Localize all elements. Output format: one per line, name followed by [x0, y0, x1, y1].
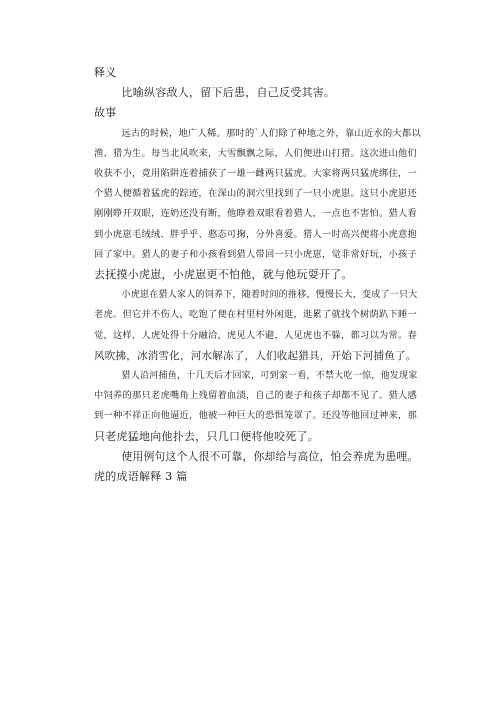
paragraph-line: 猎人沿河捕鱼，十几天后才回家，可到家一看，不禁大吃一惊，他发现家 [121, 371, 418, 382]
paragraph-line: 刚刚睁开双眼，连奶还没有断，他睁着双眼看着猎人，一点也不害怕。猎人看 [94, 208, 417, 220]
paragraph-line: 比喻纵容敌人，留下后患，自己反受其害。 [121, 86, 336, 100]
paragraph-line: 老虎。但它并不伤人，吃饱了便在村里村外闲逛，逛累了就找个树荫趴下睡一 [94, 309, 417, 321]
paragraph-line: 到小虎崽毛绒绒、胖乎乎、憨态可掬，分外喜爱。猎人一时高兴便将小虎意抱 [94, 228, 417, 240]
paragraph-line: 个猎人便循着猛虎的踪迹，在深山的洞穴里找到了一只小虎崽。这只小虎崽还 [94, 188, 417, 200]
section-heading-story: 故事 [94, 106, 117, 120]
paragraph-line: 到一种不祥正向他逼近，他被一种巨大的恐惧笼罩了。还没等他回过神来，那 [94, 410, 417, 422]
document-body [94, 63, 422, 487]
paragraph-line: 中饲养的那只老虎嘴角上残留着血渍，自己的妻子和孩子却都不见了。猎人感 [94, 390, 417, 402]
paragraph-line: 小虎崽在猎人家人的饲养下，随着时间的推移，慢慢长大，变成了一只大 [121, 290, 418, 301]
paragraph-line: 风吹拂，冰消雪化，河水解冻了，人们收起猎具，开始下河捕鱼了。 [94, 349, 417, 362]
paragraph-line: 觉，这样，人虎处得十分融洽，虎见人不避，人见虎也不躲，都习以为常。春 [94, 329, 417, 341]
section-heading-meaning: 释义 [94, 66, 117, 79]
paragraph-line: 收获不小，竟用陷阱连着捕获了一雄一雌两只猛虎。大家将两只猛虎绑住，一 [94, 168, 417, 180]
paragraph-line: 只老虎猛地向他扑去，只几口便将他咬死了。 [94, 429, 319, 443]
paragraph-line: 去抚摸小虎崽，小虎崽更不怕他，就与他玩耍开了。 [94, 268, 353, 282]
paragraph-line: 回了家中。猎人的妻子和小孩看到猎人带回一只小虎崽，觉非常好玩，小孩子 [94, 248, 417, 260]
paragraph-line: 远古的时候，地广人稀。那时的`人们除了种地之外，靠山近水的大都以 [121, 127, 421, 139]
paragraph-line: 渔、猎为生。每当北风吹来，大雪飘飘之际，人们便进山打猎。这次进山他们 [94, 147, 417, 159]
section-heading-next: 虎的成语解释 3 篇 [94, 470, 188, 484]
paragraph-line: 使用例句这个人很不可靠，你却给与高位，怕会养虎为患哩。 [121, 449, 419, 463]
